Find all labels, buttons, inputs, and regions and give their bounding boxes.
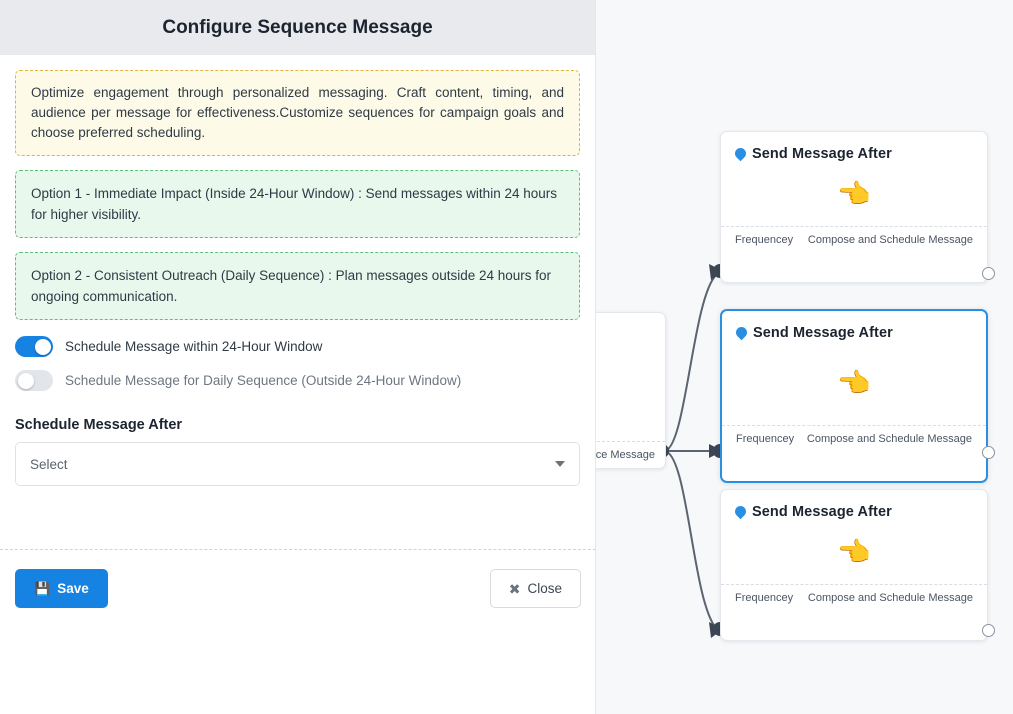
node-title: Send Message After <box>752 504 892 520</box>
node-output-port[interactable] <box>982 446 995 459</box>
water-drop-icon <box>735 505 746 520</box>
floppy-disk-icon: 💾 <box>34 581 51 596</box>
select-value: Select <box>30 456 68 472</box>
close-button[interactable] <box>490 569 581 608</box>
save-button-label: Save <box>57 581 89 596</box>
node-header <box>722 311 986 341</box>
node-footer <box>721 584 987 611</box>
node-frequency-label[interactable]: Frequencey <box>735 592 794 604</box>
toggle-label-daily-sequence: Schedule Message for Daily Sequence (Outside 24-Hour Window) <box>65 373 462 388</box>
pointing-hand-icon: 👈 <box>837 178 871 209</box>
save-button[interactable] <box>15 569 108 608</box>
water-drop-icon <box>735 147 746 162</box>
toggle-row-within-24h[interactable] <box>15 336 580 357</box>
node-body <box>721 520 987 584</box>
toggle-label-within-24h: Schedule Message within 24-Hour Window <box>65 339 323 354</box>
toggle-schedule-within-24h[interactable] <box>15 336 53 357</box>
node-body <box>722 341 986 425</box>
node-header <box>721 490 987 520</box>
node-output-port[interactable] <box>982 267 995 280</box>
node-frequency-label[interactable]: Frequencey <box>736 433 795 445</box>
node-title: Send Message After <box>752 146 892 162</box>
page-title: Configure Sequence Message <box>162 16 433 38</box>
flow-canvas[interactable] <box>596 0 1013 714</box>
info-note: Optimize engagement through personalized messaging. Craft content, timing, and audience per message for effectiveness.Customize sequences for campaign goals and choose preferred scheduling. <box>15 70 580 156</box>
close-circle-icon: ✖ <box>508 580 521 597</box>
close-button-label: Close <box>527 581 562 596</box>
node-title: Send Message After <box>753 325 893 341</box>
node-send-message-after-1[interactable] <box>720 131 988 283</box>
panel-body <box>0 55 595 486</box>
node-header <box>721 132 987 162</box>
node-send-message-after-2[interactable] <box>720 309 988 483</box>
upstream-node-partial[interactable] <box>596 312 666 469</box>
node-compose-label[interactable]: Compose and Schedule Message <box>807 592 973 604</box>
upstream-node-footer-label: ce Message <box>596 441 665 468</box>
toggle-knob <box>18 373 34 389</box>
node-output-port[interactable] <box>982 624 995 637</box>
pointing-hand-icon: 👈 <box>837 536 871 567</box>
chevron-down-icon <box>555 461 565 467</box>
schedule-message-after-select[interactable] <box>15 442 580 486</box>
option-1-note: Option 1 - Immediate Impact (Inside 24-Hour Window) : Send messages within 24 hours for higher visibility. <box>15 170 580 238</box>
node-footer <box>721 226 987 253</box>
pointing-hand-icon: 👈 <box>837 367 871 398</box>
node-compose-label[interactable]: Compose and Schedule Message <box>806 433 972 445</box>
panel-header <box>0 0 595 55</box>
node-send-message-after-3[interactable] <box>720 489 988 641</box>
schedule-message-after-label: Schedule Message After <box>15 417 183 433</box>
toggle-knob <box>35 339 51 355</box>
node-compose-label[interactable]: Compose and Schedule Message <box>807 234 973 246</box>
water-drop-icon <box>736 326 747 341</box>
node-body <box>721 162 987 226</box>
option-2-note: Option 2 - Consistent Outreach (Daily Sequence) : Plan messages outside 24 hours for ongoing communication. <box>15 252 580 320</box>
node-footer <box>722 425 986 452</box>
toggle-row-daily-sequence[interactable] <box>15 370 580 391</box>
node-frequency-label[interactable]: Frequencey <box>735 234 794 246</box>
panel-footer <box>0 550 596 627</box>
toggle-schedule-daily-sequence[interactable] <box>15 370 53 391</box>
